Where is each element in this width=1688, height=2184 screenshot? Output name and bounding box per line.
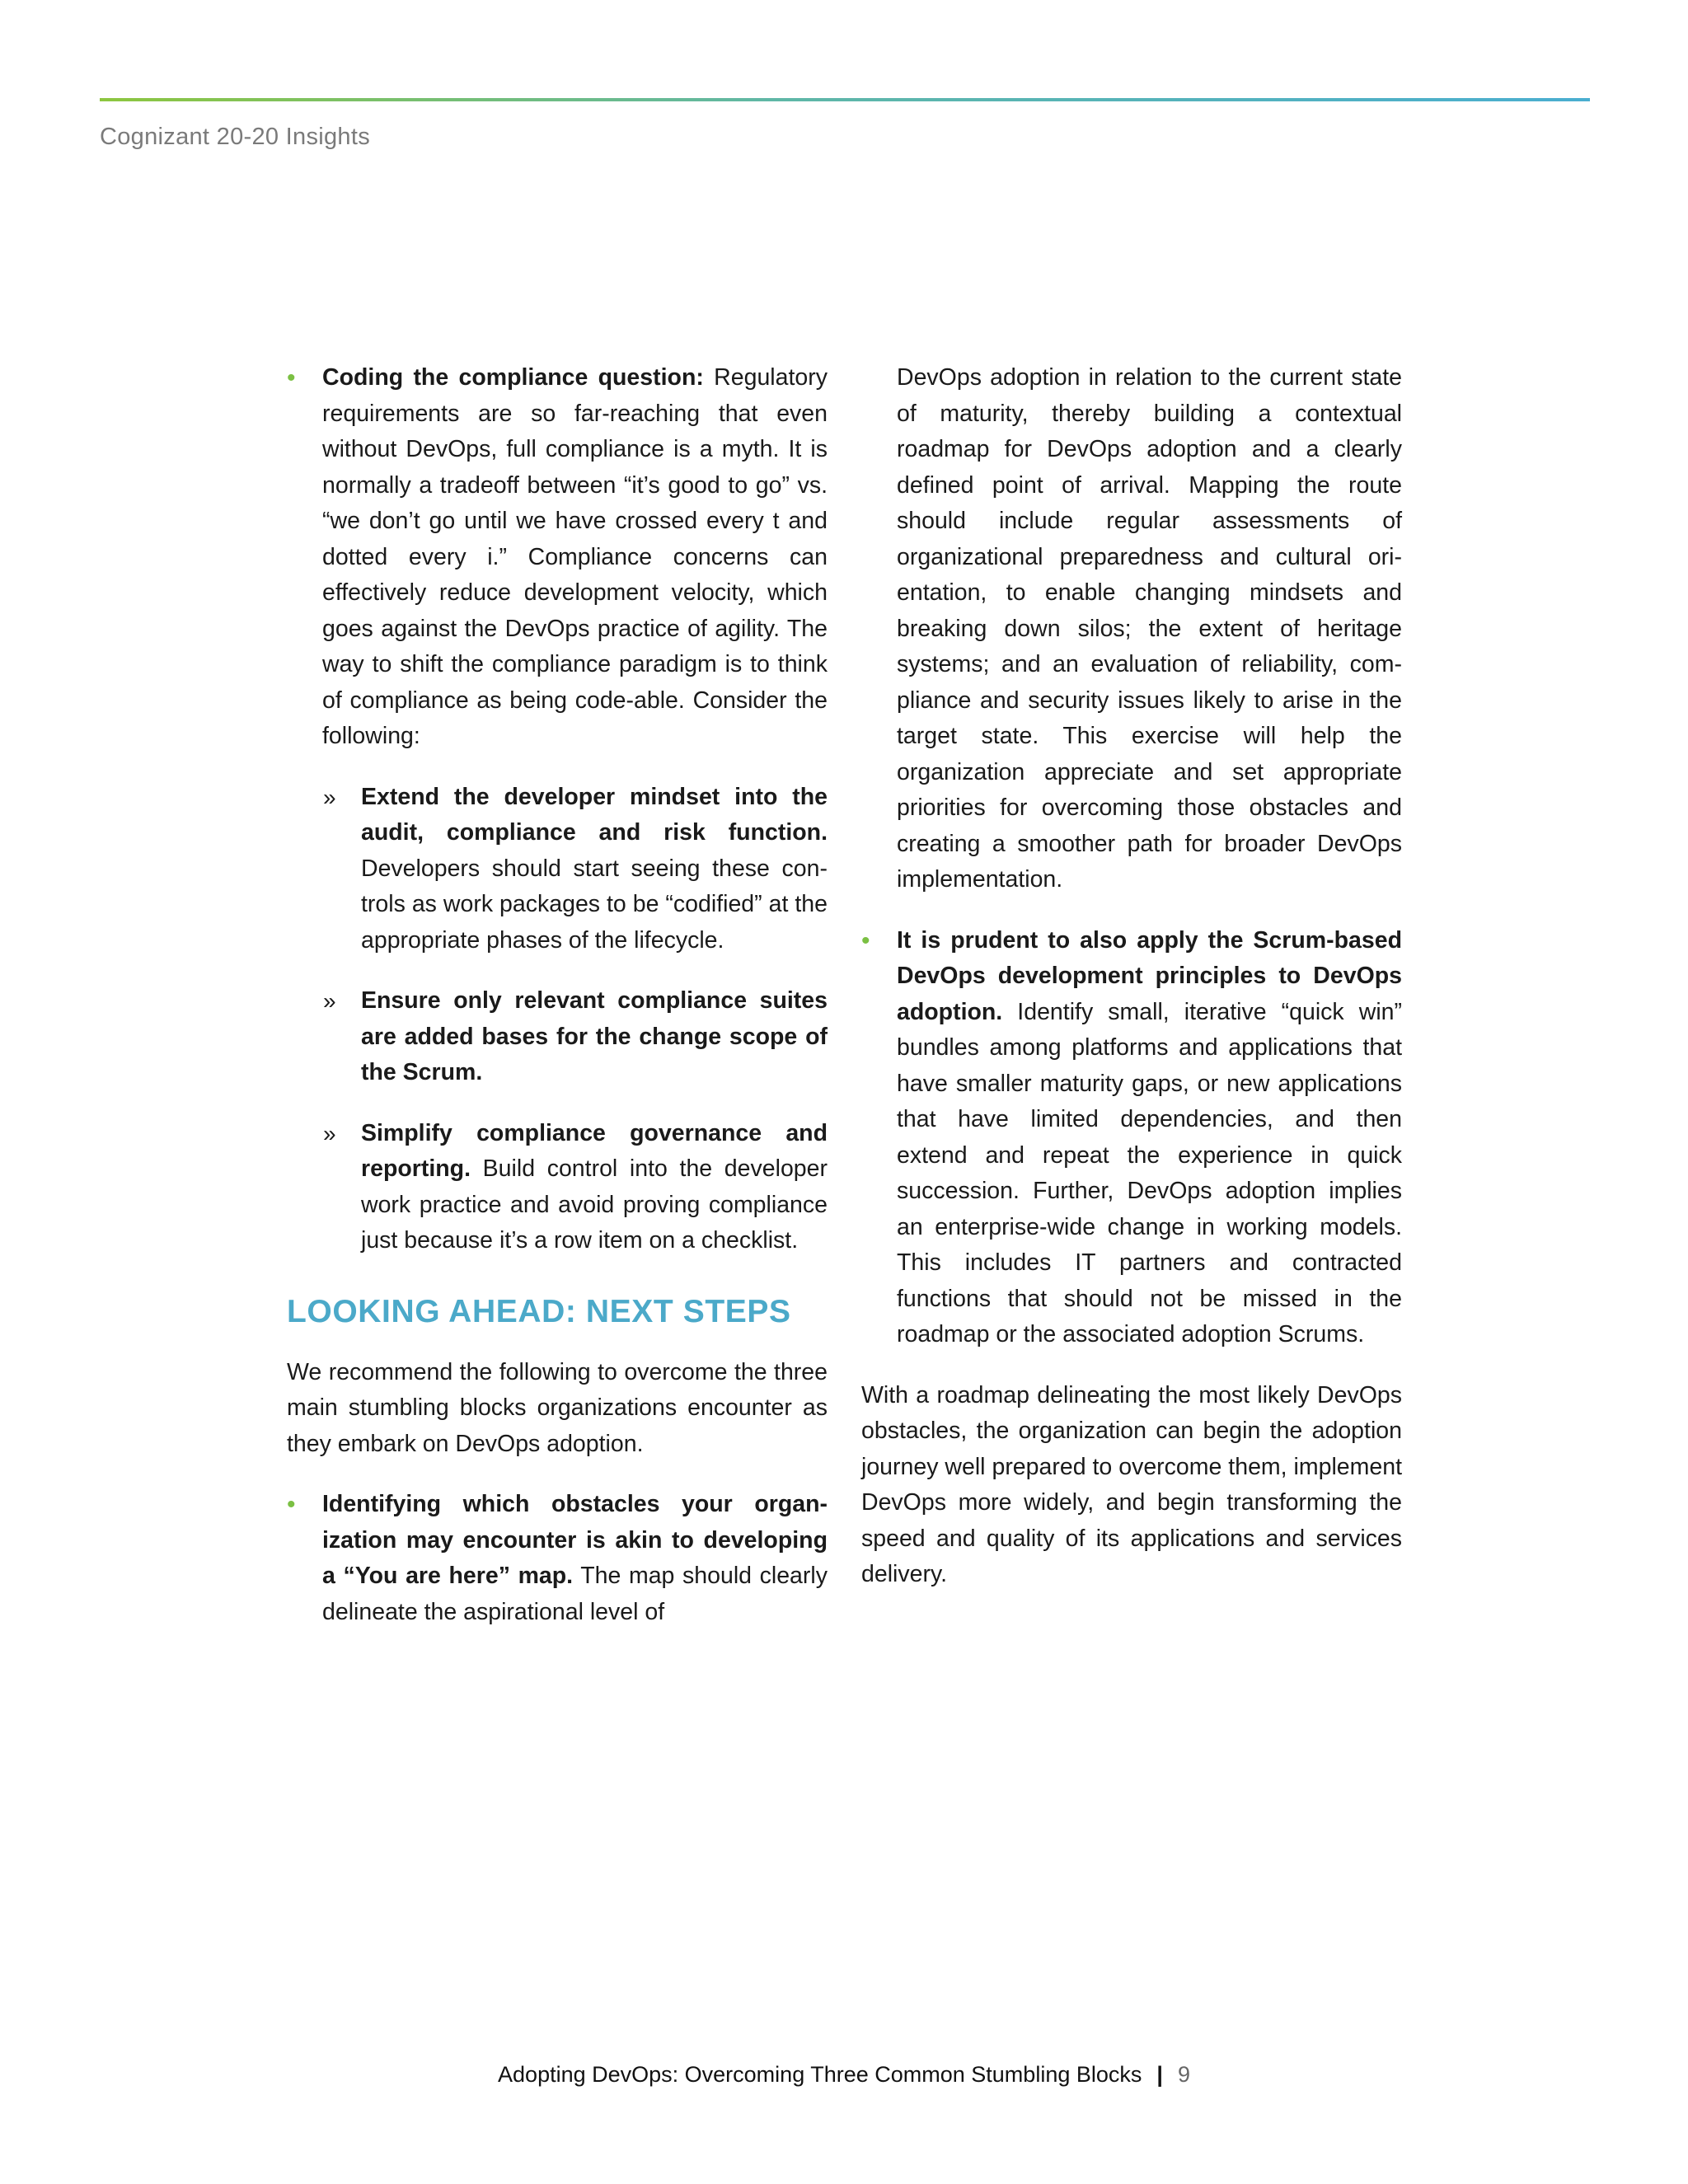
bullet-scrum-principles xyxy=(861,923,1402,1353)
bullet-text: The map should clearly delineate the aspirational level of xyxy=(322,1563,828,1625)
header-rule xyxy=(100,98,1590,101)
subbullet-lead: Simplify compliance governance and reporting. xyxy=(361,1119,828,1182)
bullet-identifying-obstacles xyxy=(287,1487,828,1630)
bullet-dot-icon: • xyxy=(287,364,296,391)
bullet-dot-icon: • xyxy=(287,1491,296,1518)
subbullet-text: Build control into the developer work practice and avoid proving compliance just because it’s a row item on a checklist. xyxy=(361,1155,828,1254)
intro-paragraph: We recommend the following to overcome the three main stumbling blocks organizations encounter as they embark on DevOps adoption. xyxy=(287,1358,828,1457)
page-number: 9 xyxy=(1177,2062,1190,2087)
footer-title: Adopting DevOps: Overcoming Three Common Stumbling Blocks xyxy=(498,2062,1142,2087)
chevron-marker-icon: » xyxy=(323,1120,336,1146)
bullet-lead: Identifying which obstacles your organization may encounter is akin to developing a “You are here” map. xyxy=(322,1491,828,1589)
subbullet-extend-mindset xyxy=(287,780,828,959)
bullet-lead: Coding the compliance question: xyxy=(322,364,704,391)
closing-paragraph: With a roadmap delineating the most likely DevOps obstacles, the organization can begin the adoption journey well prepared to overcome them, implement DevOps more widely, and begin transforming the speed and quality of its applications and services delivery. xyxy=(861,1381,1402,1587)
subbullet-simplify-governance xyxy=(287,1116,828,1259)
footer-separator: | xyxy=(1156,2062,1163,2087)
subbullet-text: Developers should start seeing these controls as work packages to be “codified” at the appropriate phases of the lifecycle. xyxy=(361,855,828,954)
bullet-lead: It is prudent to also apply the Scrum-based DevOps development principles to DevOps adoption. xyxy=(897,926,1402,1025)
chevron-marker-icon: » xyxy=(323,988,336,1014)
right-column xyxy=(861,360,1402,1618)
bullet-coding-compliance xyxy=(287,360,828,755)
section-heading: LOOKING AHEAD: NEXT STEPS xyxy=(287,1293,791,1329)
bullet-continuation: DevOps adoption in relation to the current state of maturity, thereby building a contextual roadmap for DevOps adoption and a clearly defined point of arrival. Mapping the route should include regular assessments of organizational preparedness and cultural orientation, to enable changing mindsets and breaking down silos; the extent of heritage systems; and an evaluation of reliability, compliance and security issues likely to arise in the target state. This exercise will help the organization appreciate and set appropriate priorities for overcoming those obstacles and creating a smoother path for broader DevOps implementation. xyxy=(897,364,1402,893)
subbullet-relevant-suites xyxy=(287,983,828,1091)
left-column xyxy=(287,360,828,1655)
bullet-text: Regulatory requirements are so far-reaching that even without DevOps, full compliance is a myth. It is normally a tradeoff between “it’s good to go” vs. “we don’t go until we have crossed every t and dotted every i.” Compliance concerns can effectively reduce development velocity, which goes against the DevOps practice of agility. The way to shift the compliance paradigm is to think of compliance as being code-able. Consider the following: xyxy=(322,364,828,749)
subbullet-lead: Extend the developer mindset into the audit, compliance and risk function. xyxy=(361,783,828,846)
bullet-dot-icon: • xyxy=(861,926,870,954)
bullet-text: Identify small, iterative “quick win” bundles among platforms and applications that have smaller maturity gaps, or new applications that have limited dependencies, and then extend and repeat the experience in quick succession. Further, DevOps adoption implies an enterprise-wide change in working models. This includes IT partners and contracted functions that should not be missed in the roadmap or the associated adoption Scrums. xyxy=(897,998,1402,1347)
page-footer xyxy=(0,2062,1688,2088)
chevron-marker-icon: » xyxy=(323,784,336,810)
running-head: Cognizant 20-20 Insights xyxy=(100,124,371,150)
subbullet-lead: Ensure only relevant compliance suites are added bases for the change scope of the Scrum. xyxy=(361,987,828,1085)
